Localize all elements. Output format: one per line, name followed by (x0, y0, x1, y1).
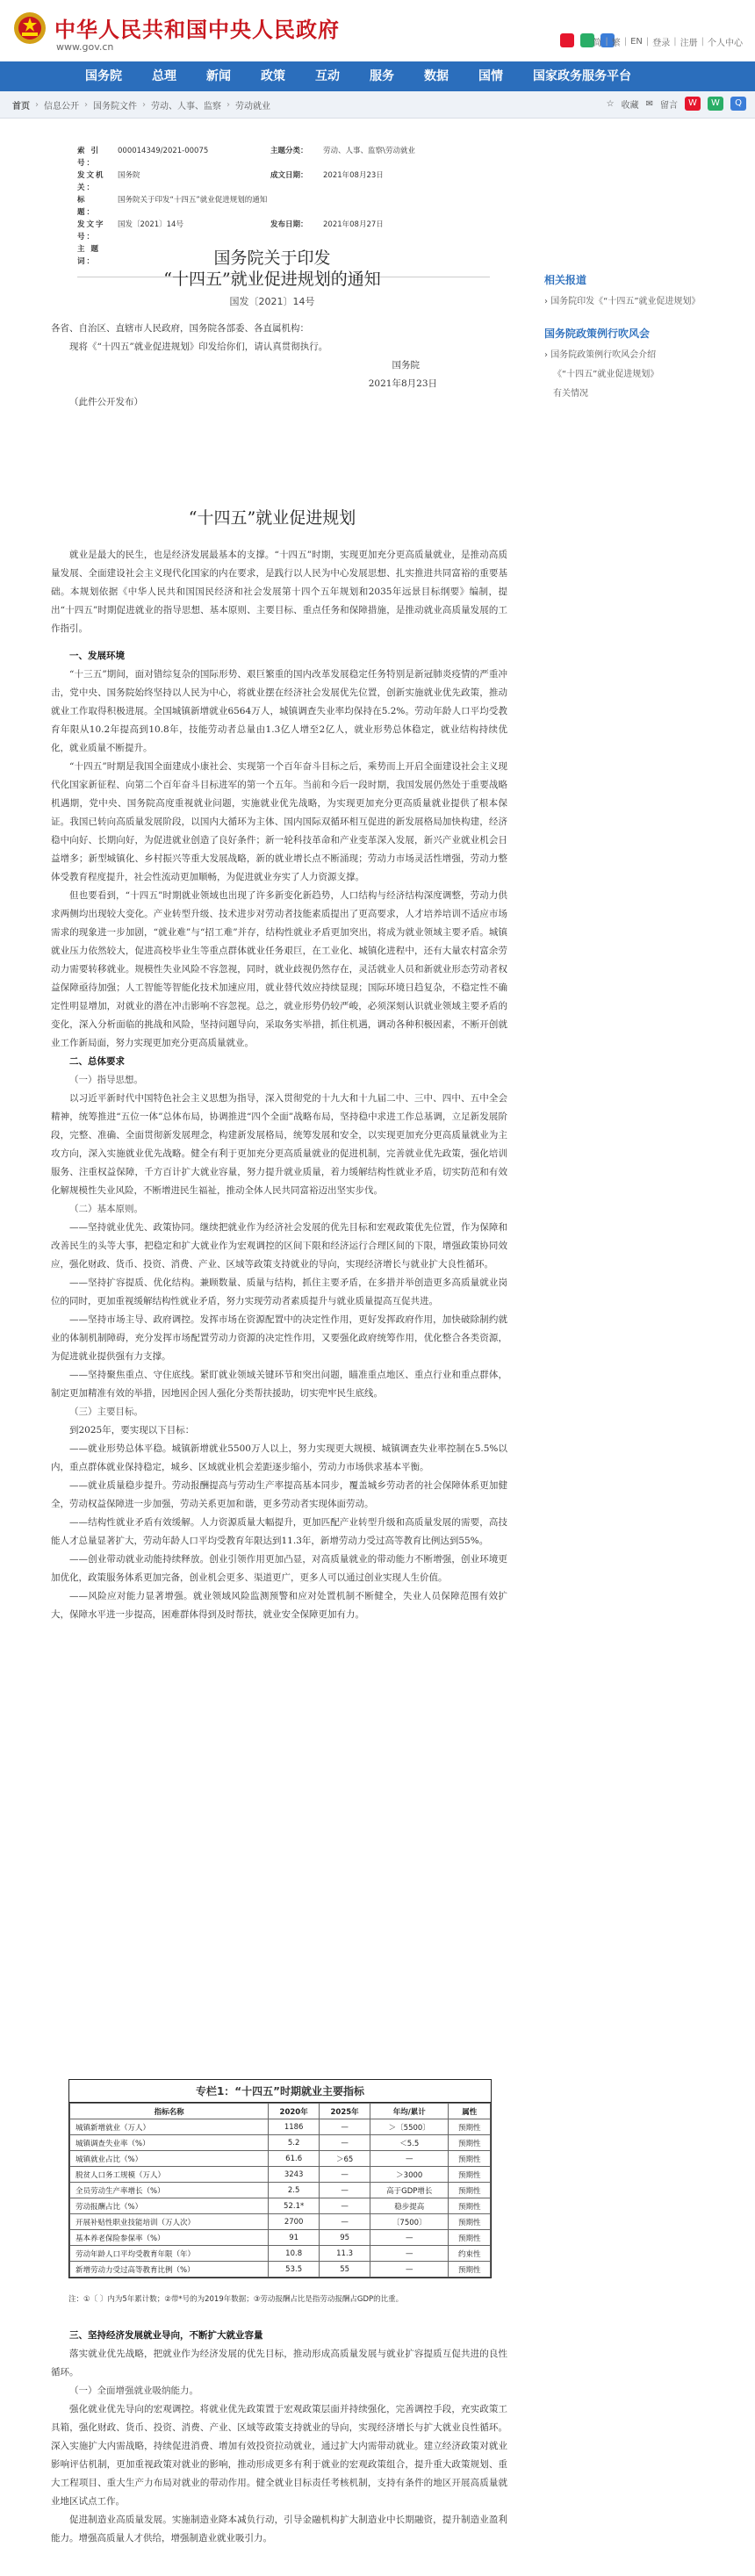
meta-label: 标 题： (77, 196, 105, 217)
notice-title-2: “十四五”就业促进规划的通知 (163, 270, 381, 289)
comment-button[interactable]: 留言 (660, 100, 678, 111)
table-cell: 5.2 (269, 2135, 320, 2151)
plan-paragraph: 落实就业优先战略，把就业作为经济发展的优先目标，推动形成高质量发展与就业扩容提质互促共进的良性循环。 (51, 2349, 507, 2378)
table-cell: 10.8 (269, 2246, 320, 2262)
link-personal-center[interactable]: 个人中心 (708, 39, 743, 48)
plan-paragraph: 促进制造业高质量发展。实施制造业降本减负行动，引导金融机构扩大制造业中长期融资，提升制造业盈利能力。增强高质量人才供给，增强制造业就业吸引力。 (51, 2515, 507, 2544)
weibo-share-icon[interactable]: W (685, 97, 701, 111)
plan-paragraph: ——坚持就业优先、政策协同。继续把就业作为经济社会发展的优先目标和宏观政策优先位置，作为保障和改善民生的头等大事，把稳定和扩大就业作为宏观调控的区间下限和经济运行合理区间的下限，增强政策协同效应，强化财政、货币、投资、消费、产业、区域等政策支持就业的导向，实现经济增长与就业扩大良性循环。 (51, 1222, 507, 1270)
subsection-heading: （一）指导思想。 (69, 1075, 143, 1085)
table-cell: — (320, 2198, 370, 2214)
related-sidebar (544, 272, 729, 404)
notice-title-1: 国务院关于印发 (213, 248, 331, 268)
plan-paragraph: ——坚持聚焦重点、守住底线。紧盯就业领域关键环节和突出问题，瞄准重点地区、重点行业和重点群体，制定更加精准有效的举措，因地因企因人强化分类帮扶援助，切实兜牢民生底线。 (51, 1370, 507, 1399)
table-cell: — (370, 2230, 449, 2246)
meta-label: 成文日期： (270, 171, 308, 180)
table-cell: 新增劳动力受过高等教育比例（%） (70, 2262, 269, 2277)
briefing-title: 国务院政策例行吹风会 (544, 327, 651, 340)
table-cell: 劳动报酬占比（%） (70, 2198, 269, 2214)
section-heading: 三、坚持经济发展就业导向，不断扩大就业容量 (69, 2330, 263, 2341)
table-cell: 全员劳动生产率增长（%） (70, 2183, 269, 2198)
table-cell: — (320, 2167, 370, 2183)
table-note: 注：①〔 〕内为5年累计数；②带*号的为2019年数据；③劳动报酬占比是指劳动报酬占GDP的比重。 (68, 2295, 404, 2304)
plan-title: “十四五”就业促进规划 (188, 508, 356, 528)
plan-body-1 (51, 546, 507, 1624)
table-cell: 预期性 (449, 2167, 491, 2183)
table-row (70, 2262, 491, 2277)
nav-national-info[interactable]: 国情 (478, 69, 503, 83)
table-cell: 稳步提高 (370, 2198, 449, 2214)
table-cell: 52.1* (269, 2198, 320, 2214)
table-row (70, 2183, 491, 2198)
table-cell: ＞65 (320, 2151, 370, 2167)
table-row (70, 2246, 491, 2262)
plan-paragraph: ——创业带动就业动能持续释放。创业引领作用更加凸显，对高质量就业的带动能力不断增强，创业环境更加优化，政策服务体系更加完备，创业机会更多、渠道更广，更多人可以通过创业实现人生价值。 (51, 1554, 507, 1583)
table-cell: ＜5.5 (370, 2135, 449, 2151)
table-cell: 预期性 (449, 2183, 491, 2198)
link-english[interactable]: EN (630, 37, 643, 47)
nav-news[interactable]: 新闻 (206, 69, 231, 83)
briefing-link[interactable]: › 国务院政策例行吹风会介绍 (544, 350, 657, 360)
notice-paragraph: 现将《“十四五”就业促进规划》印发给你们，请认真贯彻执行。 (69, 342, 328, 352)
table-cell: ＞3000 (370, 2167, 449, 2183)
meta-label: 发文机关： (77, 171, 105, 192)
table-cell: 55 (320, 2262, 370, 2277)
related-title: 相关报道 (544, 274, 587, 286)
table-row (70, 2151, 491, 2167)
table-cell: 2700 (269, 2214, 320, 2230)
chevron-right-icon: › (226, 99, 230, 110)
table-cell: — (320, 2135, 370, 2151)
notice-sign: 国务院 (392, 360, 420, 371)
table-cell: 预期性 (449, 2151, 491, 2167)
briefing-link-text[interactable]: 国务院政策例行吹风会介绍 (550, 350, 657, 360)
table-cell: 预期性 (449, 2262, 491, 2277)
notice-public: （此件公开发布） (69, 397, 143, 407)
meta-pub-date: 2021年08月27日 (323, 220, 384, 229)
meta-category: 劳动、人事、监察\劳动就业 (323, 147, 415, 155)
table-cell: 91 (269, 2230, 320, 2246)
table-cell: 11.3 (320, 2246, 370, 2262)
plan-paragraph: 但也要看到，“十四五”时期就业领域也出现了许多新变化新趋势，人口结构与经济结构深度调整，劳动力供求两侧均出现较大变化。产业转型升级、技术进步对劳动者技能素质提出了更高要求，人才培养培训不适应市场需求的现象进一步加剧，“就业难”与“招工难”并存，结构性就业矛盾更加突出，将成为就业领域主要矛盾。城镇就业压力依然较大，促进高校毕业生等重点群体就业任务艰巨，在工业化、城镇化进程中，还有大量农村富余劳动力需要转移就业。规模性失业风险不容忽视，同时，就业歧视仍然存在，灵活就业人员和新就业形态劳动者权益保障亟待加强；人工智能等智能化技术加速应用，就业替代效应持续显现；国际环境日趋复杂，不稳定性不确定性明显增加，对就业的潜在冲击影响不容忽视。总之，就业形势仍较严峻，必须深刻认识就业领域主要矛盾的变化，深入分析面临的挑战和风险，坚持问题导向，采取务实举措，抓住机遇，调动各种积极因素，不断开创就业工作新局面，努力实现更加充分更高质量就业。 (51, 890, 507, 1048)
national-emblem-icon[interactable] (12, 9, 47, 49)
table-row (70, 2135, 491, 2151)
nav-interaction[interactable]: 互动 (315, 69, 340, 83)
table-cell: ＞〔5500〕 (370, 2119, 449, 2135)
plan-paragraph: 以习近平新时代中国特色社会主义思想为指导，深入贯彻党的十九大和十九届二中、三中、四中、五中全会精神，统筹推进“五位一体”总体布局，协调推进“四个全面”战略布局，坚持稳中求进工作总基调，立足新发展阶段，完整、准确、全面贯彻新发展理念，构建新发展格局，统筹发展和安全，以实现更加充分更高质量就业为主攻方向，深入实施就业优先战略。健全有利于更加充分更高质量就业的促进机制，完善就业优先政策，强化培训服务、注重权益保障，千方百计扩大就业容量，努力提升就业质量，着力缓解结构性就业矛盾，切实防范和有效化解规模性失业风险，不断增进民生福祉，推动全体人民共同富裕迈出坚实步伐。 (51, 1093, 507, 1196)
indicator-grid (69, 2103, 491, 2277)
meta-issuer: 国务院 (118, 171, 140, 180)
crumb-home[interactable]: 首页 (12, 101, 30, 112)
plan-paragraph: “十四五”时期是我国全面建成小康社会、实现第一个百年奋斗目标之后，乘势而上开启全面建设社会主义现代化国家新征程、向第二个百年奋斗目标进军的第一个五年。当前和今后一段时期，我国发展仍然处于重要战略机遇期，党中央、国务院高度重视就业问题，实施就业优先战略，为实现更加充分更高质量就业提供了根本保证。我国已转向高质量发展阶段，以国内大循环为主体、国内国际双循环相互促进的新发展格局加快构建，经济稳中向好、长期向好，为促进就业创造了良好条件；新一轮科技革命和产业变革深入发展，新兴产业就业机会日益增多；新型城镇化、乡村振兴等重大发展战略，新的就业增长点不断涌现；劳动力市场灵活性增强，劳动力整体受教育程度提升，社会性流动更加顺畅，为促进就业夯实了人力资源支撑。 (51, 761, 507, 882)
table-cell: 1186 (269, 2119, 320, 2135)
nav-data[interactable]: 数据 (424, 69, 449, 83)
plan-paragraph: ——坚持扩容提质、优化结构。兼顾数量、质量与结构，抓住主要矛盾，在多措并举创造更多高质量就业岗位的同时，更加重视缓解结构性就业矛盾，努力实现劳动者素质提升与就业质量提高互促共进。 (51, 1277, 507, 1306)
table-cell: 53.5 (269, 2262, 320, 2277)
star-icon[interactable]: ☆ (606, 98, 615, 109)
page-tools (607, 97, 746, 111)
table-cell: 3243 (269, 2167, 320, 2183)
table-cell: 城镇就业占比（%） (70, 2151, 269, 2167)
table-cell: 基本养老保险参保率（%） (70, 2230, 269, 2246)
weibo-icon[interactable] (560, 33, 574, 47)
table-cell: — (320, 2183, 370, 2198)
chevron-right-icon: › (142, 99, 146, 110)
nav-service[interactable]: 服务 (370, 69, 394, 83)
link-simplified[interactable]: 简 (593, 39, 602, 48)
section-heading: 二、总体要求 (69, 1056, 125, 1067)
plan-paragraph: ——就业质量稳步提升。劳动报酬提高与劳动生产率提高基本同步，覆盖城乡劳动者的社会保障体系更加健全，劳动权益保障进一步加强，劳动关系更加和谐，更多劳动者实现体面劳动。 (51, 1480, 507, 1509)
table-header: 年均/累计 (370, 2104, 449, 2119)
wechat-share-icon[interactable]: W (708, 97, 723, 111)
section-heading: 一、发展环境 (69, 651, 125, 661)
briefing-link-cont[interactable]: 有关情况 (553, 389, 588, 399)
table-header: 指标名称 (70, 2104, 269, 2119)
table-cell: 预期性 (449, 2230, 491, 2246)
site-title[interactable]: 中华人民共和国中央人民政府 (54, 17, 340, 42)
nav-gov-service-platform[interactable]: 国家政务服务平台 (533, 69, 631, 83)
meta-label: 主 题 词： (77, 245, 100, 266)
plan-paragraph: “十三五”期间，面对错综复杂的国际形势、艰巨繁重的国内改革发展稳定任务特别是新冠肺炎疫情的严重冲击，党中央、国务院始终坚持以人民为中心，将就业摆在经济社会发展优先位置，创新实施就业优先政策，推动就业工作取得积极进展。全国城镇新增就业6564万人，城镇调查失业率均保持在5.2%。劳动年龄人口平均受教育年限从10.2年提高到10.8年，技能劳动者总量由1.3亿人增至2亿人，就业形势总体稳定，就业结构持续优化，就业质量不断提升。 (51, 669, 507, 753)
table-cell: 高于GDP增长 (370, 2183, 449, 2198)
subsection-heading: （二）基本原则。 (69, 1204, 143, 1214)
top-links: 简 | 繁 | EN | 登录 | 注册 | 个人中心 (593, 37, 743, 48)
plan-body-2 (51, 2327, 507, 2548)
table-cell: — (370, 2151, 449, 2167)
table-cell: 城镇新增就业（万人） (70, 2119, 269, 2135)
indicator-table (68, 2079, 492, 2278)
meta-label: 发文字号： (77, 220, 105, 241)
breadcrumb (0, 91, 755, 119)
favorite-button[interactable]: 收藏 (621, 100, 639, 111)
related-link[interactable]: › 国务院印发《“十四五”就业促进规划》 (544, 297, 701, 306)
crumb-employment[interactable]: 劳动就业 (235, 101, 270, 112)
plan-paragraph: 强化就业优先导向的宏观调控。将就业优先政策置于宏观政策层面并持续强化，完善调控手段，充实政策工具箱，强化财政、货币、投资、消费、产业、区域等政策支持就业的导向，实现经济增长与扩大就业良性循环。深入实施扩大内需战略，持续促进消费、增加有效投资拉动就业，通过扩大内需带动就业。建立经济政策对就业影响评估机制，更加重视政策对就业的影响，推动形成更多有利于就业的宏观政策组合，提升重大政策规划、重大工程项目、重大生产力布局对就业的带动作用。健全就业目标责任考核机制，支持有条件的地区开展高质量就业地区试点工作。 (51, 2404, 507, 2507)
table-row (70, 2198, 491, 2214)
meta-doc-no: 国发〔2021〕14号 (118, 220, 183, 229)
crumb-state-docs[interactable]: 国务院文件 (93, 101, 137, 112)
message-icon[interactable]: ✉ (645, 98, 653, 109)
table-row (70, 2119, 491, 2135)
chevron-right-icon: › (84, 99, 88, 110)
nav-policy[interactable]: 政策 (261, 69, 285, 83)
briefing-link-cont[interactable]: 《“十四五”就业促进规划》 (553, 370, 659, 379)
plan-paragraph: ——就业形势总体平稳。城镇新增就业5500万人以上，努力实现更大规模、城镇调查失业率控制在5.5%以内，重点群体就业保持稳定，城乡、区域就业机会差距逐步缩小，劳动力市场供求基本平衡。 (51, 1443, 507, 1472)
table-header: 属性 (449, 2104, 491, 2119)
table-cell: 预期性 (449, 2119, 491, 2135)
table-cell: 预期性 (449, 2214, 491, 2230)
meta-title: 国务院关于印发“十四五”就业促进规划的通知 (118, 196, 268, 205)
nav-premier[interactable]: 总理 (152, 69, 176, 83)
link-traditional[interactable]: 繁 (611, 39, 621, 48)
notice-recipients: 各省、自治区、直辖市人民政府，国务院各部委、各直属机构： (51, 323, 309, 334)
table-row (70, 2230, 491, 2246)
plan-paragraph: ——坚持市场主导、政府调控。发挥市场在资源配置中的决定性作用，更好发挥政府作用，加快破除制约就业的体制机制障碍，充分发挥市场配置劳动力资源的决定性作用，又要强化政府统筹作用，优化整合各类资源，为促进就业提供强有力支撑。 (51, 1314, 507, 1362)
plan-paragraph: 到2025年，要实现以下目标： (69, 1425, 195, 1436)
table-cell: 61.6 (269, 2151, 320, 2167)
table-cell: 劳动年龄人口平均受教育年限（年） (70, 2246, 269, 2262)
table-cell: 约束性 (449, 2246, 491, 2262)
table-cell: 脱贫人口务工规模（万人） (70, 2167, 269, 2183)
meta-label: 发布日期： (270, 220, 308, 229)
meta-index-no: 000014349/2021-00075 (118, 147, 209, 155)
notice-doc-no: 国发〔2021〕14号 (229, 296, 315, 307)
meta-label: 索 引 号： (77, 147, 100, 168)
table-header: 2025年 (320, 2104, 370, 2119)
meta-label: 主题分类： (270, 147, 308, 155)
subsection-heading: （一）全面增强就业吸纳能力。 (69, 2385, 198, 2396)
plan-paragraph: ——风险应对能力显著增强。就业领域风险监测预警和应对处置机制不断健全，失业人员保障范围有效扩大，保障水平进一步提高，困难群体得到及时帮扶，就业安全保障更加有力。 (51, 1591, 507, 1620)
plan-paragraph: ——结构性就业矛盾有效缓解。人力资源质量大幅提升，更加匹配产业转型升级和高质量发展的需要，高技能人才总量显著扩大，劳动年龄人口平均受教育年限达到11.3年，新增劳动力受过高等教育比例达到55%。 (51, 1517, 507, 1546)
table-cell: — (370, 2246, 449, 2262)
table-header: 2020年 (269, 2104, 320, 2119)
site-header (0, 0, 755, 61)
crumb-labor[interactable]: 劳动、人事、监察 (151, 101, 221, 112)
table-cell: 〔7500〕 (370, 2214, 449, 2230)
link-login[interactable]: 登录 (652, 39, 671, 48)
link-register[interactable]: 注册 (680, 39, 698, 48)
site-url: www.gov.cn (56, 41, 114, 53)
table-cell: — (320, 2119, 370, 2135)
plan-paragraph: 就业是最大的民生，也是经济发展最基本的支撑。“十四五”时期，实现更加充分更高质量就业，是推动高质量发展、全面建设社会主义现代化国家的内在要求，是践行以人民为中心发展思想、扎实推进共同富裕的重要基础。本规划依据《中华人民共和国国民经济和社会发展第十四个五年规划和2035年远景目标纲要》编制，提出“十四五”时期促进就业的指导思想、基本原则、主要目标、重点任务和保障措施，是推动就业高质量发展的工作指引。 (51, 550, 507, 634)
table-cell: — (320, 2214, 370, 2230)
main-nav (0, 61, 755, 91)
table-cell: 95 (320, 2230, 370, 2246)
table-cell: 预期性 (449, 2135, 491, 2151)
chevron-right-icon: › (35, 99, 39, 110)
notice-body (51, 320, 507, 412)
table-cell: 开展补贴性职业技能培训（万人次） (70, 2214, 269, 2230)
table-cell: — (370, 2262, 449, 2277)
table-cell: 2.5 (269, 2183, 320, 2198)
meta-date: 2021年08月23日 (323, 171, 384, 180)
nav-state-council[interactable]: 国务院 (85, 69, 122, 83)
table-title: 专栏1：“十四五”时期就业主要指标 (69, 2080, 491, 2103)
qzone-share-icon[interactable]: Q (730, 97, 746, 111)
table-row (70, 2214, 491, 2230)
table-row (70, 2167, 491, 2183)
table-cell: 预期性 (449, 2198, 491, 2214)
crumb-info-public[interactable]: 信息公开 (44, 101, 79, 112)
subsection-heading: （三）主要目标。 (69, 1407, 143, 1417)
notice-sign-date: 2021年8月23日 (368, 378, 437, 389)
table-cell: 城镇调查失业率（%） (70, 2135, 269, 2151)
related-link-text[interactable]: 国务院印发《“十四五”就业促进规划》 (550, 297, 701, 306)
